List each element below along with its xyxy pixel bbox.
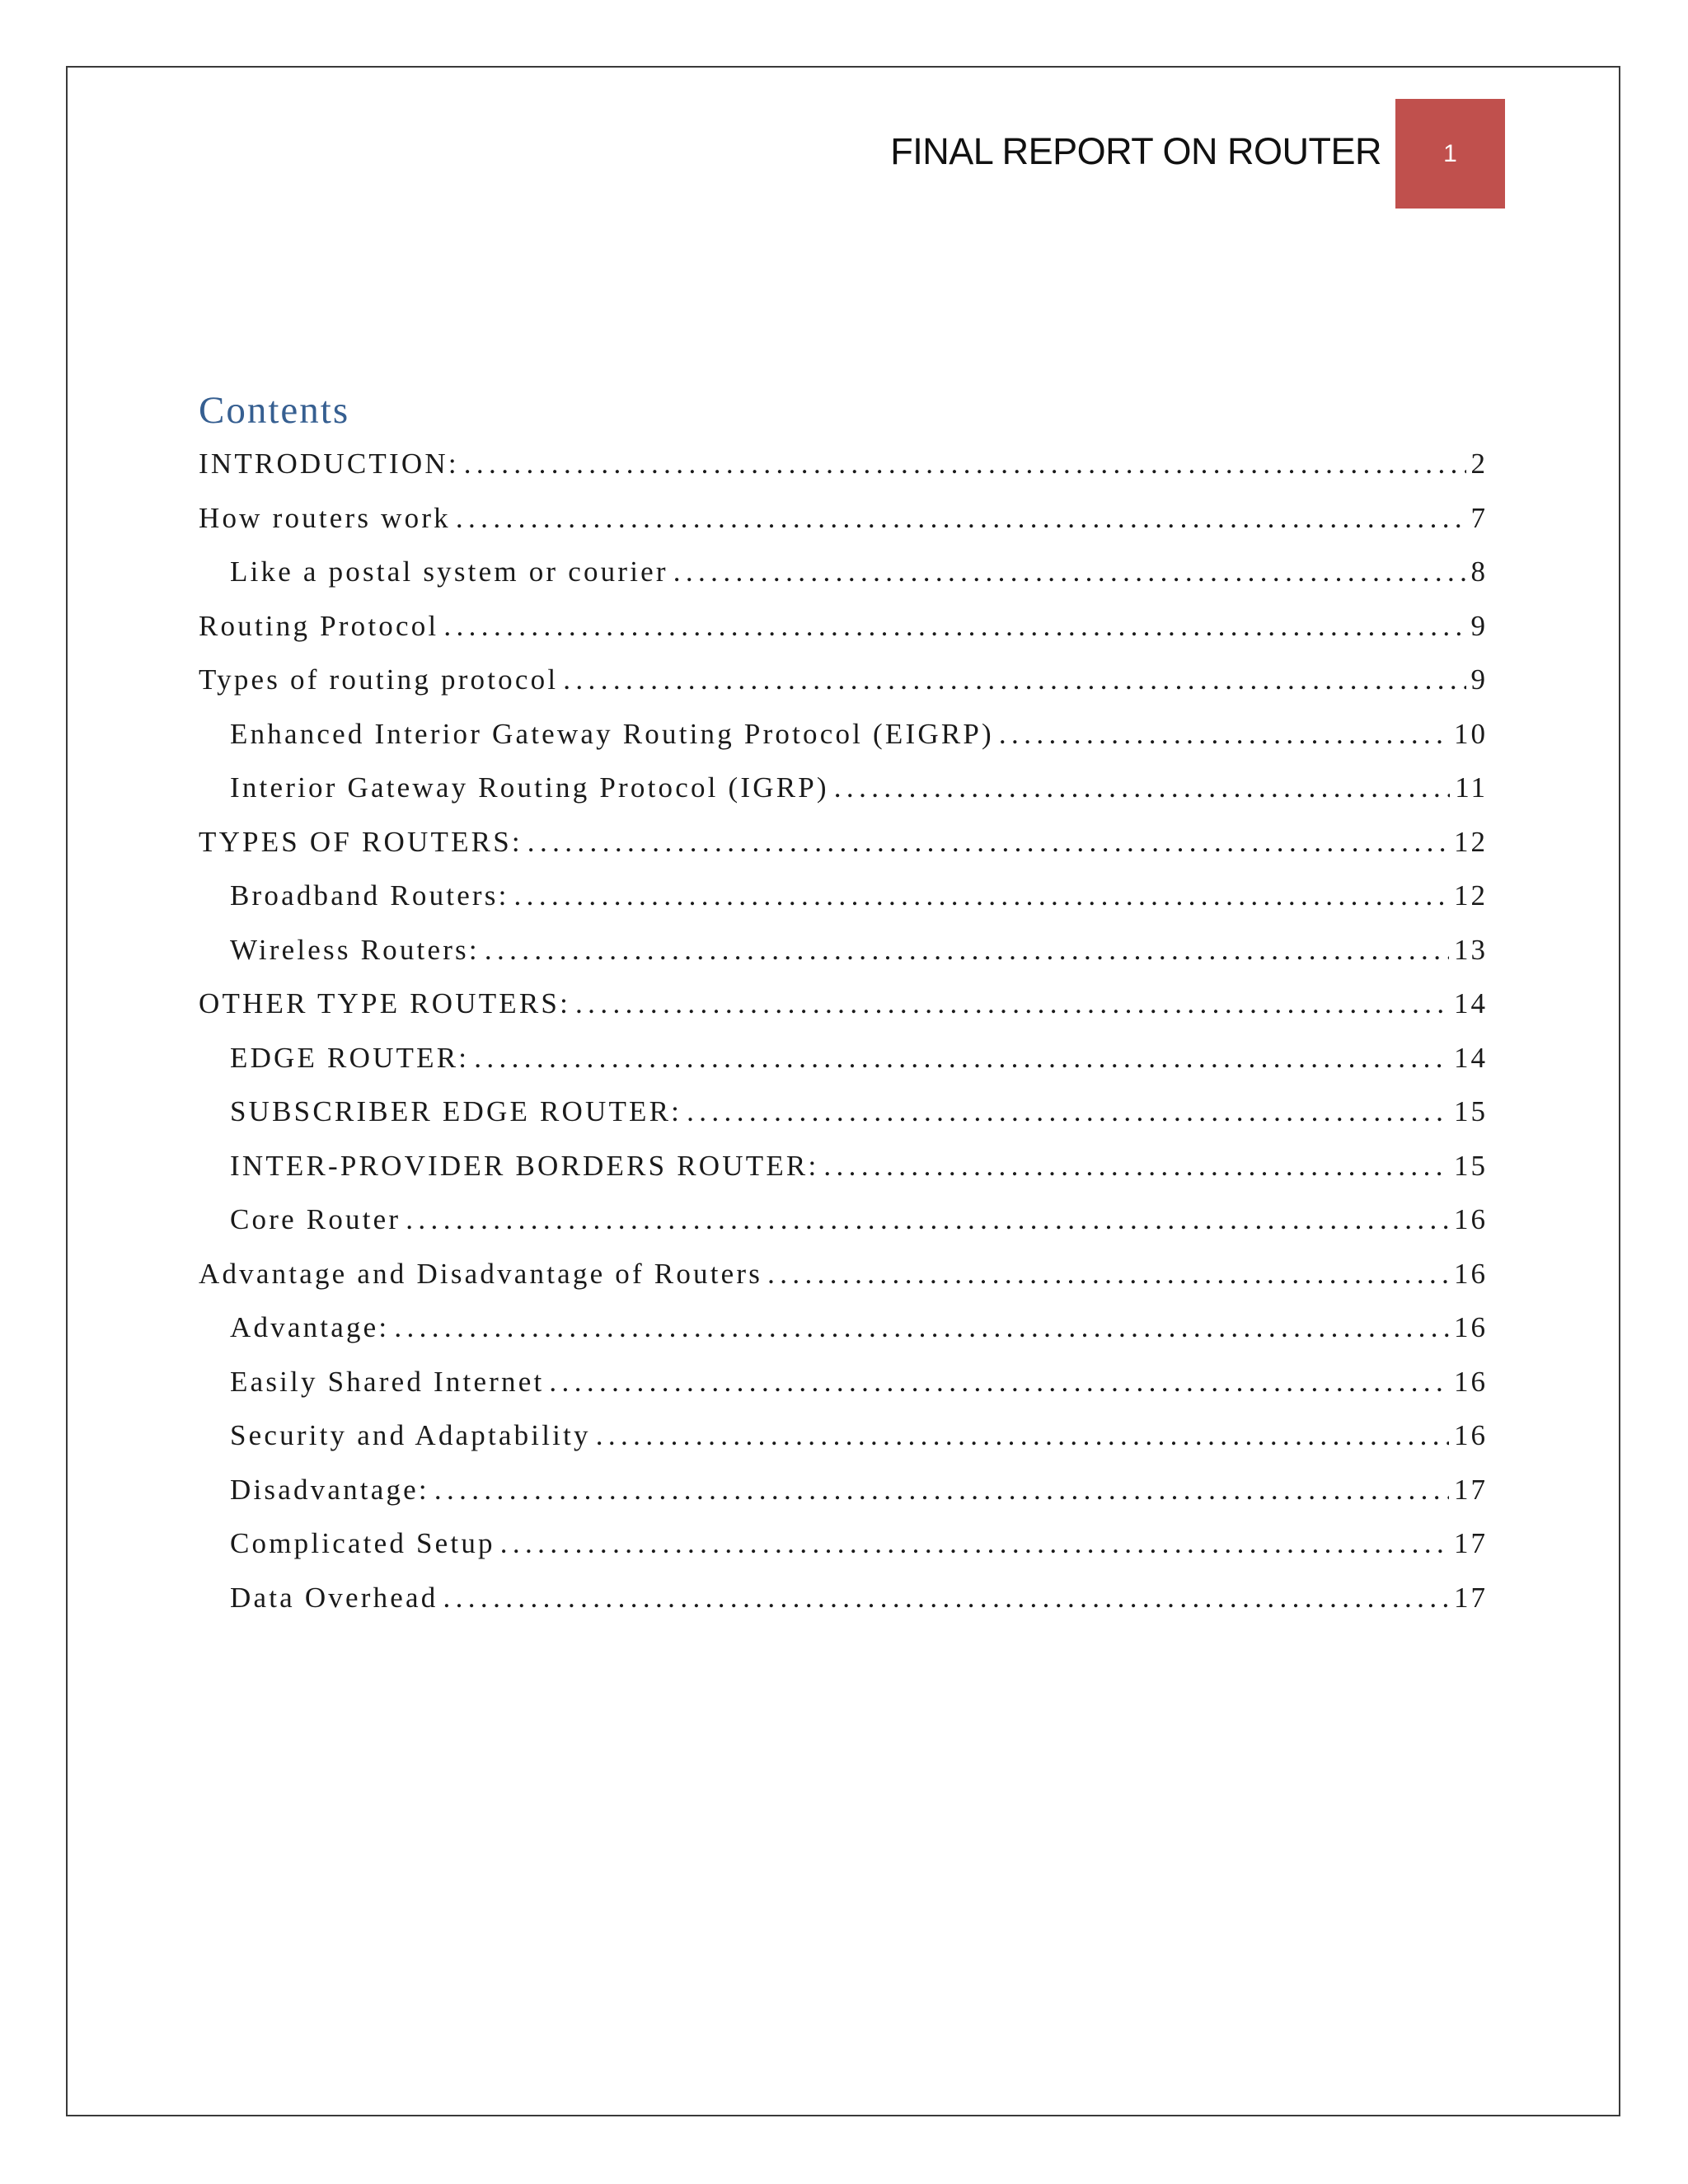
toc-dot-leader	[999, 707, 1449, 762]
toc-entry[interactable]	[199, 923, 1488, 977]
toc-dot-leader	[485, 923, 1449, 977]
toc-entry[interactable]	[199, 1247, 1488, 1301]
toc-entry[interactable]	[199, 491, 1488, 546]
toc-entry-label: Core Router	[230, 1203, 401, 1235]
toc-dot-leader	[456, 491, 1466, 546]
toc-entry-page-number: 16	[1454, 1311, 1488, 1343]
toc-entry[interactable]	[199, 1139, 1488, 1193]
toc-entry-label: Disadvantage:	[230, 1473, 429, 1506]
toc-dot-leader	[406, 1193, 1449, 1247]
toc-entry-label: Types of routing protocol	[199, 663, 559, 696]
toc-entry[interactable]	[199, 545, 1488, 599]
toc-entry-label: Data Overhead	[230, 1581, 438, 1614]
toc-entry-page-number: 16	[1454, 1257, 1488, 1290]
toc-heading: Contents	[199, 389, 350, 432]
toc-entry[interactable]	[199, 1355, 1488, 1409]
toc-entry-label: Routing Protocol	[199, 609, 439, 642]
toc-dot-leader	[549, 1355, 1449, 1409]
toc-entry[interactable]	[199, 1301, 1488, 1355]
toc-dot-leader	[394, 1301, 1449, 1355]
toc-entry-label: Broadband Routers:	[230, 879, 509, 912]
toc-entry[interactable]	[199, 815, 1488, 869]
toc-entry[interactable]	[199, 977, 1488, 1031]
toc-entry-page-number: 13	[1454, 933, 1488, 966]
toc-dot-leader	[443, 599, 1465, 654]
toc-entry[interactable]	[199, 599, 1488, 654]
toc-dot-leader	[474, 1031, 1449, 1085]
toc-entry-list	[199, 437, 1488, 1624]
page-number-box: 1	[1395, 99, 1505, 209]
toc-entry-page-number: 9	[1470, 609, 1488, 642]
running-header-title: FINAL REPORT ON ROUTER	[890, 130, 1381, 172]
toc-entry[interactable]	[199, 653, 1488, 707]
toc-dot-leader	[434, 1463, 1449, 1517]
toc-entry-label: TYPES OF ROUTERS:	[199, 825, 523, 858]
toc-dot-leader	[834, 761, 1451, 815]
toc-entry-label: Like a postal system or courier	[230, 555, 668, 588]
toc-entry[interactable]	[199, 869, 1488, 923]
toc-dot-leader	[563, 653, 1465, 707]
toc-dot-leader	[767, 1247, 1449, 1301]
toc-entry[interactable]	[199, 1463, 1488, 1517]
toc-entry-page-number: 11	[1455, 771, 1488, 804]
toc-entry[interactable]	[199, 437, 1488, 491]
toc-entry-label: Easily Shared Internet	[230, 1365, 545, 1398]
table-of-contents	[199, 386, 1488, 1624]
toc-entry-page-number: 16	[1454, 1419, 1488, 1451]
toc-entry[interactable]	[199, 761, 1488, 815]
toc-dot-leader	[464, 437, 1466, 491]
toc-entry-label: Complicated Setup	[230, 1527, 495, 1559]
toc-entry[interactable]	[199, 1085, 1488, 1139]
toc-entry-label: INTER-PROVIDER BORDERS ROUTER:	[230, 1149, 819, 1182]
toc-entry-page-number: 8	[1470, 555, 1488, 588]
toc-entry-page-number: 9	[1470, 663, 1488, 696]
toc-entry-page-number: 17	[1454, 1581, 1488, 1614]
toc-entry[interactable]	[199, 707, 1488, 762]
toc-entry-label: Security and Adaptability	[230, 1419, 591, 1451]
toc-entry-page-number: 15	[1454, 1095, 1488, 1127]
toc-dot-leader	[500, 1516, 1449, 1571]
toc-entry-page-number: 7	[1470, 501, 1488, 534]
toc-entry-label: How routers work	[199, 501, 451, 534]
toc-dot-leader	[823, 1139, 1449, 1193]
toc-entry-label: Interior Gateway Routing Protocol (IGRP)	[230, 771, 829, 804]
toc-entry-page-number: 12	[1454, 825, 1488, 858]
toc-entry-page-number: 2	[1470, 448, 1488, 480]
toc-entry[interactable]	[199, 1571, 1488, 1625]
toc-entry-page-number: 17	[1454, 1473, 1488, 1506]
toc-entry-label: EDGE ROUTER:	[230, 1041, 470, 1074]
toc-dot-leader	[687, 1085, 1449, 1139]
toc-entry-page-number: 15	[1454, 1149, 1488, 1182]
toc-dot-leader	[575, 977, 1449, 1031]
toc-entry-page-number: 12	[1454, 879, 1488, 912]
toc-dot-leader	[443, 1571, 1449, 1625]
toc-entry-label: Advantage:	[230, 1311, 390, 1343]
toc-entry-page-number: 16	[1454, 1203, 1488, 1235]
toc-entry-label: OTHER TYPE ROUTERS:	[199, 987, 571, 1019]
toc-entry-label: SUBSCRIBER EDGE ROUTER:	[230, 1095, 682, 1127]
toc-dot-leader	[514, 869, 1449, 923]
toc-entry-page-number: 14	[1454, 1041, 1488, 1074]
toc-entry-label: INTRODUCTION:	[199, 448, 459, 480]
toc-entry-label: Enhanced Interior Gateway Routing Protocol (EIGRP)	[230, 717, 994, 750]
toc-entry[interactable]	[199, 1193, 1488, 1247]
toc-entry-page-number: 14	[1454, 987, 1488, 1019]
toc-dot-leader	[596, 1408, 1449, 1463]
toc-dot-leader	[528, 815, 1449, 869]
toc-dot-leader	[673, 545, 1466, 599]
toc-entry[interactable]	[199, 1408, 1488, 1463]
toc-entry-page-number: 17	[1454, 1527, 1488, 1559]
toc-entry-page-number: 10	[1454, 717, 1488, 750]
toc-entry[interactable]	[199, 1516, 1488, 1571]
toc-entry[interactable]	[199, 1031, 1488, 1085]
toc-entry-label: Wireless Routers:	[230, 933, 480, 966]
toc-entry-page-number: 16	[1454, 1365, 1488, 1398]
toc-entry-label: Advantage and Disadvantage of Routers	[199, 1257, 763, 1290]
